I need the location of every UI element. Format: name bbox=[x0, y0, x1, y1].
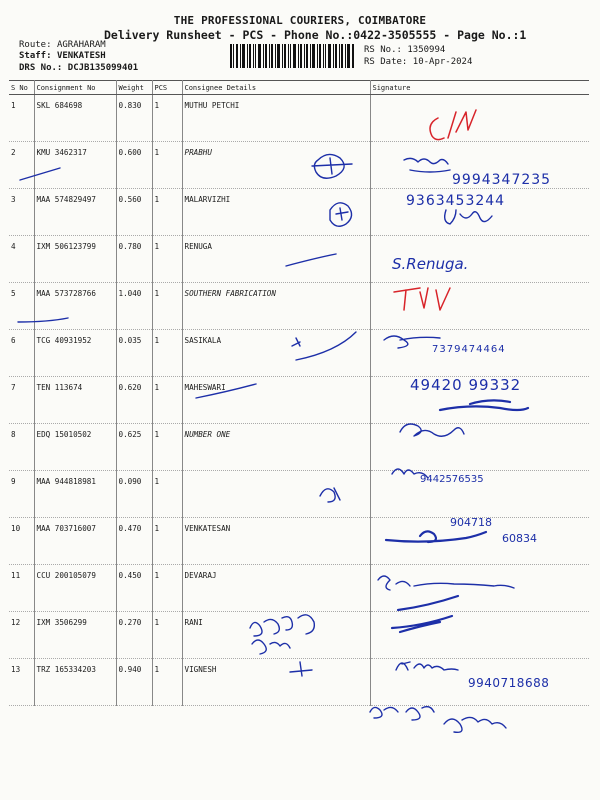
pcs-cell: 1 bbox=[152, 142, 182, 189]
consignee-cell: SOUTHERN FABRICATION bbox=[182, 283, 370, 330]
table-row bbox=[9, 95, 589, 142]
weight-cell: 0.270 bbox=[116, 612, 152, 659]
sno-cell: 2 bbox=[9, 142, 34, 189]
consignment-cell: TEN 113674 bbox=[34, 377, 116, 424]
consignment-cell: SKL 684698 bbox=[34, 95, 116, 142]
sno-cell: 10 bbox=[9, 518, 34, 565]
weight-cell: 0.830 bbox=[116, 95, 152, 142]
hw-phone-row9: 9442576535 bbox=[420, 474, 484, 485]
drs-value: DCJB135099401 bbox=[67, 63, 139, 73]
signature-cell bbox=[370, 565, 589, 612]
consignee-cell: DEVARAJ bbox=[182, 565, 370, 612]
hw-number-row10: 904718 bbox=[450, 516, 492, 529]
consignment-cell: MAA 574829497 bbox=[34, 189, 116, 236]
route-label: Route: bbox=[19, 40, 52, 50]
consignee-cell: MAHESWARI bbox=[182, 377, 370, 424]
consignment-cell: IXM 3506299 bbox=[34, 612, 116, 659]
hw-phone-row6: 7379474464 bbox=[432, 344, 506, 355]
pcs-cell: 1 bbox=[152, 189, 182, 236]
consignment-cell: TCG 40931952 bbox=[34, 330, 116, 377]
staff-line bbox=[19, 51, 106, 61]
table-row bbox=[9, 424, 589, 471]
rs-date-label: RS Date: bbox=[364, 57, 408, 67]
hw-phone-row2: 9994347235 bbox=[452, 172, 552, 188]
sno-cell: 6 bbox=[9, 330, 34, 377]
pcs-cell: 1 bbox=[152, 518, 182, 565]
col-header-consignee: Consignee Details bbox=[182, 81, 370, 95]
rs-no-line bbox=[364, 45, 445, 55]
pcs-cell: 1 bbox=[152, 424, 182, 471]
consignee-cell: MUTHU PETCHI bbox=[182, 95, 370, 142]
table-row bbox=[9, 612, 589, 659]
sno-cell: 12 bbox=[9, 612, 34, 659]
staff-label: Staff: bbox=[19, 51, 52, 61]
weight-cell: 0.940 bbox=[116, 659, 152, 706]
consignee-cell: PRABHU bbox=[182, 142, 370, 189]
rs-date-value: 10-Apr-2024 bbox=[412, 57, 473, 67]
sno-cell: 8 bbox=[9, 424, 34, 471]
pcs-cell: 1 bbox=[152, 236, 182, 283]
sno-cell: 4 bbox=[9, 236, 34, 283]
pcs-cell: 1 bbox=[152, 471, 182, 518]
consignment-cell: EDQ 15010502 bbox=[34, 424, 116, 471]
pcs-cell: 1 bbox=[152, 565, 182, 612]
hw-number2-row10: 60834 bbox=[502, 532, 537, 545]
staff-value: VENKATESH bbox=[56, 51, 106, 61]
table-row bbox=[9, 283, 589, 330]
rs-no-label: RS No.: bbox=[364, 45, 402, 55]
tamil-signature-row13 bbox=[370, 707, 506, 733]
consignment-cell: MAA 703716007 bbox=[34, 518, 116, 565]
pcs-cell: 1 bbox=[152, 330, 182, 377]
sno-cell: 11 bbox=[9, 565, 34, 612]
rs-no-value: 1350994 bbox=[407, 45, 446, 55]
signature-cell bbox=[370, 95, 589, 142]
barcode-image bbox=[230, 44, 354, 68]
consignment-cell: MAA 573728766 bbox=[34, 283, 116, 330]
col-header-sno: S No bbox=[9, 81, 34, 95]
col-header-consignment: Consignment No bbox=[34, 81, 116, 95]
hw-name-row4: S.Renuga. bbox=[392, 255, 469, 273]
weight-cell: 0.620 bbox=[116, 377, 152, 424]
hw-phone-row3: 9363453244 bbox=[406, 193, 506, 209]
consignee-cell: VIGNESH bbox=[182, 659, 370, 706]
consignee-cell bbox=[182, 471, 370, 518]
weight-cell: 0.560 bbox=[116, 189, 152, 236]
drs-label: DRS No.: bbox=[19, 63, 63, 73]
pcs-cell: 1 bbox=[152, 283, 182, 330]
pcs-cell: 1 bbox=[152, 659, 182, 706]
sno-cell: 13 bbox=[9, 659, 34, 706]
consignment-cell: MAA 944818981 bbox=[34, 471, 116, 518]
hw-phone-row7: 49420 99332 bbox=[410, 376, 522, 394]
table-row bbox=[9, 565, 589, 612]
sno-cell: 9 bbox=[9, 471, 34, 518]
consignee-cell: MALARVIZHI bbox=[182, 189, 370, 236]
col-header-pcs: PCS bbox=[152, 81, 182, 95]
signature-cell bbox=[370, 612, 589, 659]
pcs-cell: 1 bbox=[152, 95, 182, 142]
consignment-cell: KMU 3462317 bbox=[34, 142, 116, 189]
sno-cell: 5 bbox=[9, 283, 34, 330]
signature-cell bbox=[370, 283, 589, 330]
weight-cell: 1.040 bbox=[116, 283, 152, 330]
col-header-signature: Signature bbox=[370, 81, 589, 95]
consignee-cell: SASIKALA bbox=[182, 330, 370, 377]
drs-line bbox=[19, 63, 138, 73]
consignee-cell: VENKATESAN bbox=[182, 518, 370, 565]
weight-cell: 0.470 bbox=[116, 518, 152, 565]
weight-cell: 0.090 bbox=[116, 471, 152, 518]
consignment-cell: CCU 200105079 bbox=[34, 565, 116, 612]
sno-cell: 7 bbox=[9, 377, 34, 424]
table-header-row bbox=[9, 81, 589, 95]
weight-cell: 0.035 bbox=[116, 330, 152, 377]
pcs-cell: 1 bbox=[152, 612, 182, 659]
consignment-cell: IXM 506123799 bbox=[34, 236, 116, 283]
route-line bbox=[19, 40, 106, 50]
company-title: THE PROFESSIONAL COURIERS, COIMBATORE bbox=[173, 14, 427, 27]
weight-cell: 0.600 bbox=[116, 142, 152, 189]
rs-date-line bbox=[364, 57, 472, 67]
weight-cell: 0.625 bbox=[116, 424, 152, 471]
sno-cell: 3 bbox=[9, 189, 34, 236]
pcs-cell: 1 bbox=[152, 377, 182, 424]
col-header-weight: Weight bbox=[116, 81, 152, 95]
consignee-cell: RANI bbox=[182, 612, 370, 659]
route-value: AGRAHARAM bbox=[56, 40, 106, 50]
runsheet-subtitle: Delivery Runsheet - PCS - Phone No.:0422-3505555 - Page No.:1 bbox=[104, 28, 527, 42]
consignment-cell: TRZ 165334203 bbox=[34, 659, 116, 706]
signature-cell bbox=[370, 424, 589, 471]
weight-cell: 0.450 bbox=[116, 565, 152, 612]
consignee-cell: NUMBER ONE bbox=[182, 424, 370, 471]
hw-phone-row13: 9940718688 bbox=[468, 676, 550, 690]
table-row bbox=[9, 236, 589, 283]
consignee-cell: RENUGA bbox=[182, 236, 370, 283]
weight-cell: 0.780 bbox=[116, 236, 152, 283]
table-row bbox=[9, 471, 589, 518]
sno-cell: 1 bbox=[9, 95, 34, 142]
